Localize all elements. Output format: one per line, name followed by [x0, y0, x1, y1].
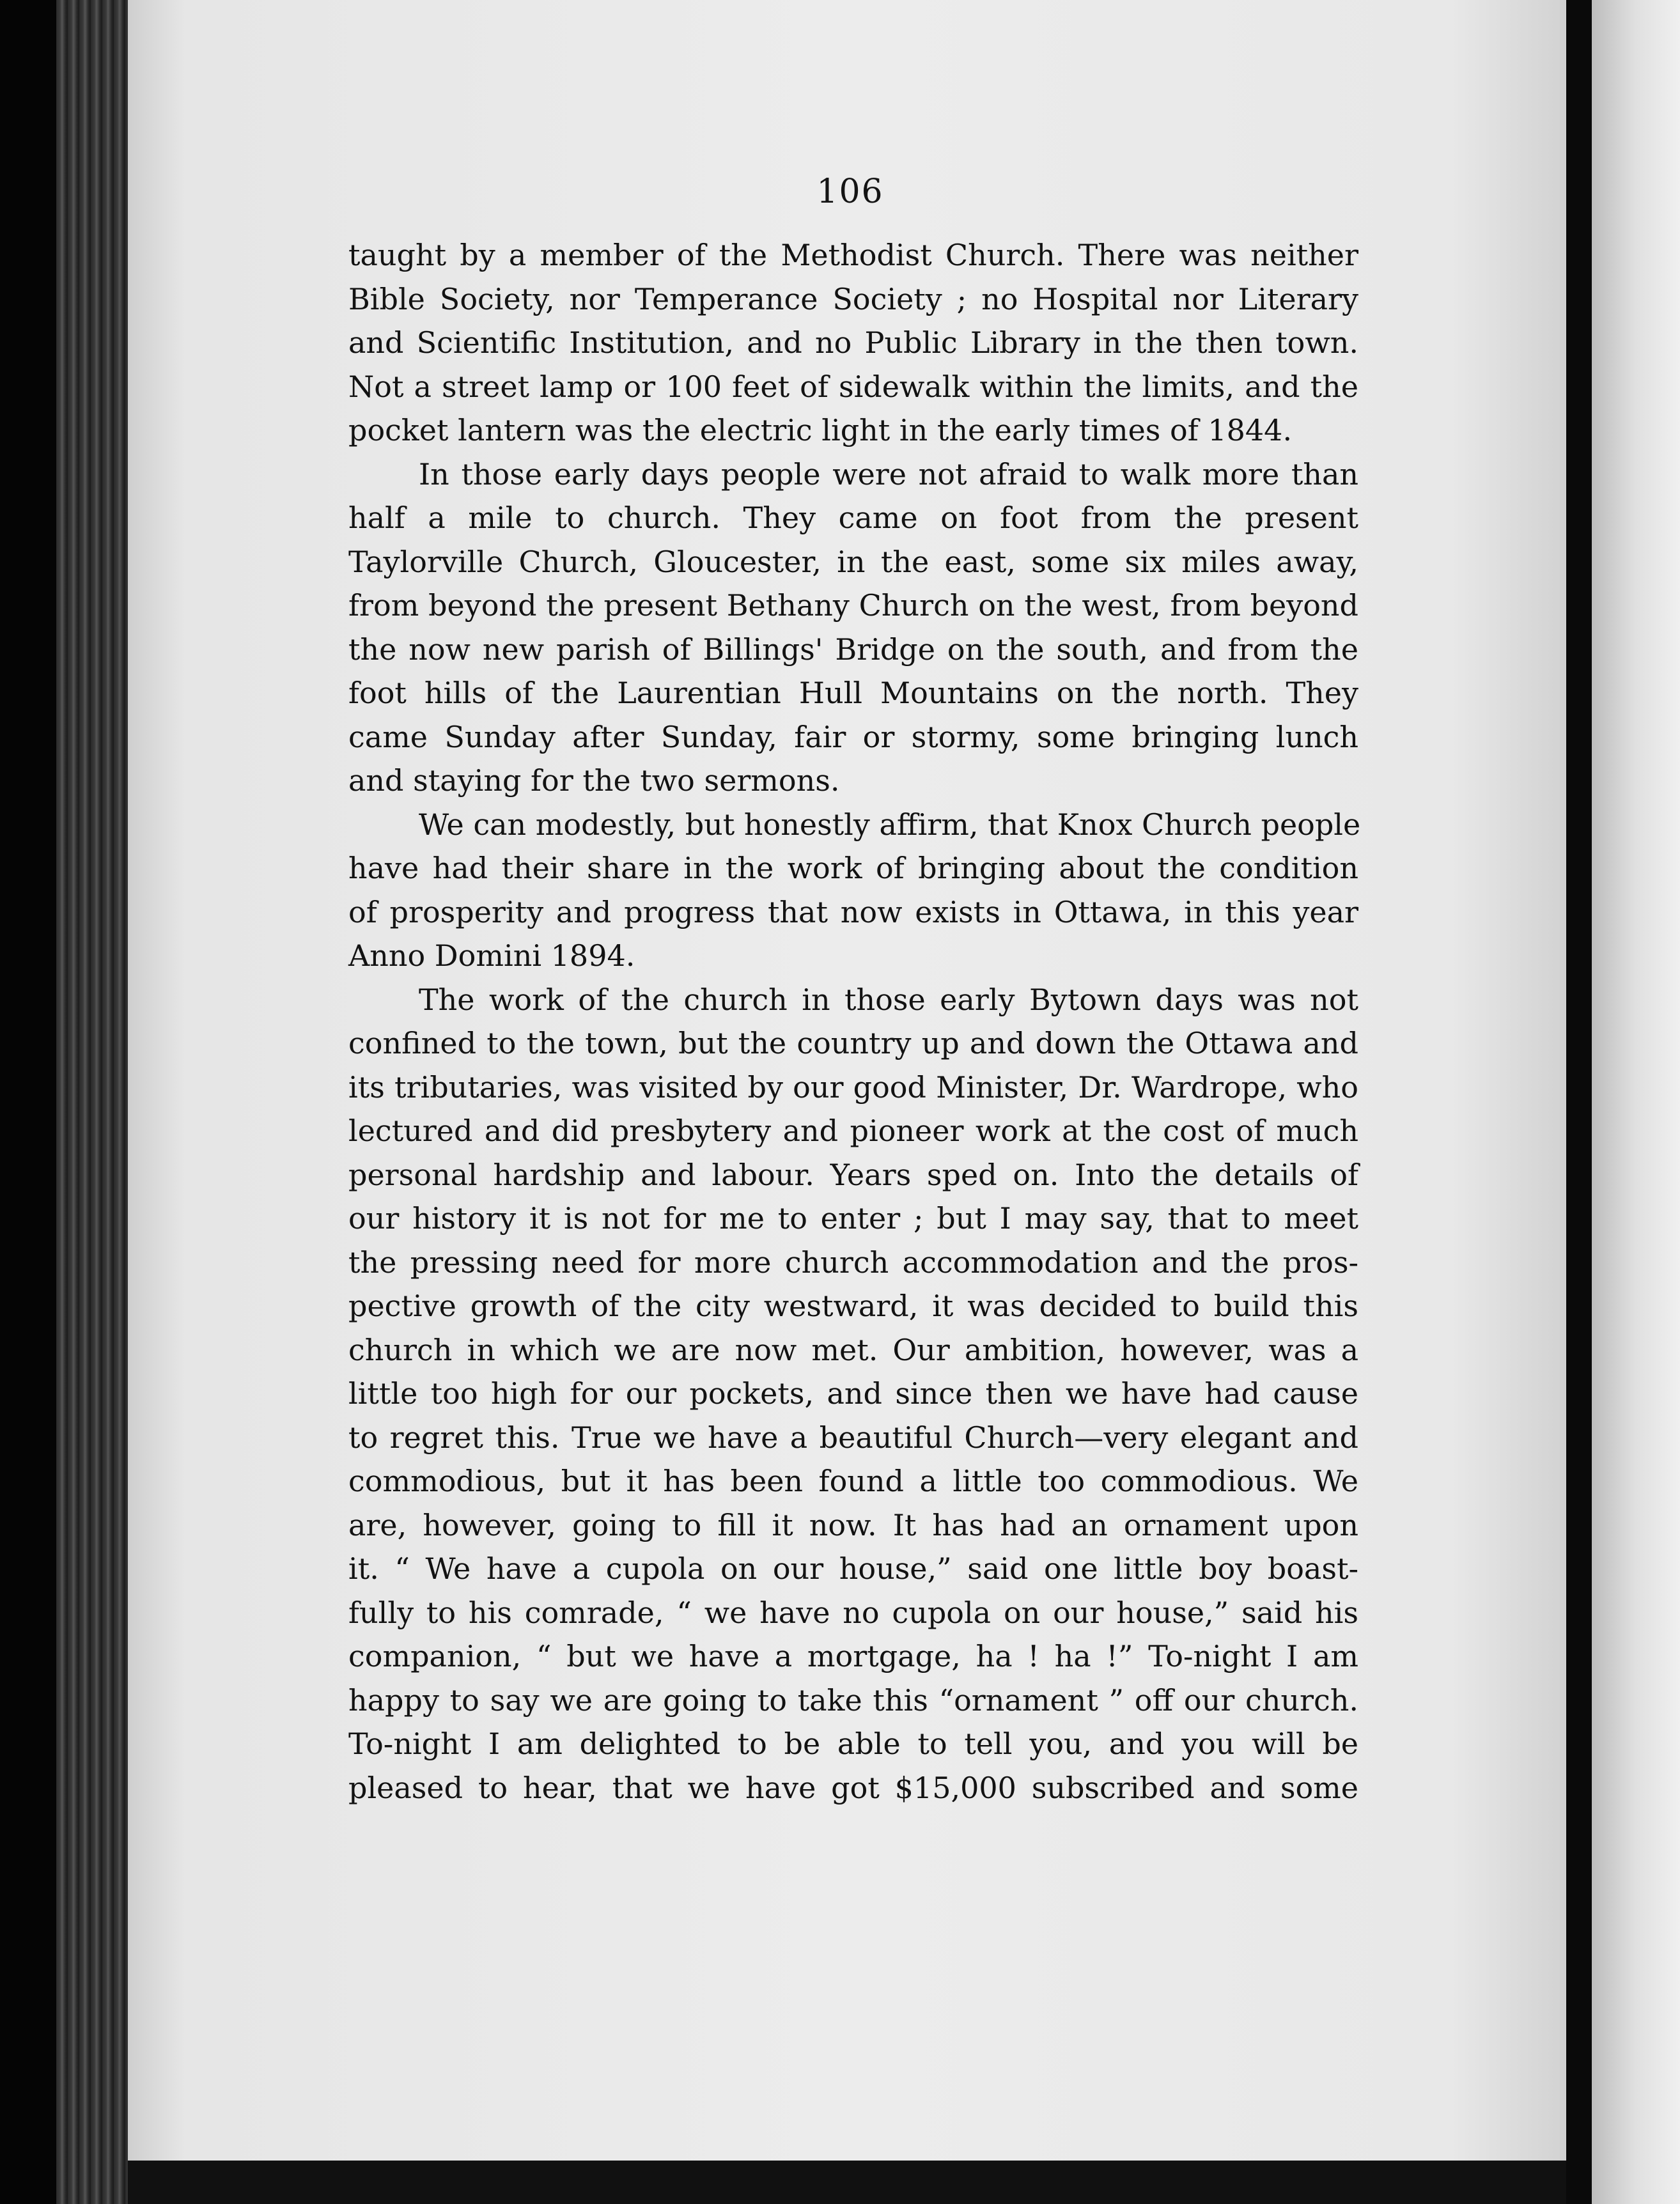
text-line: our history it is not for me to enter ; but I may say, that to meet [348, 1201, 1358, 1236]
paragraph [348, 233, 1358, 453]
page-number: 106 [816, 173, 884, 211]
text-line: personal hardship and labour. Years sped on. Into the details of [348, 1157, 1358, 1192]
text-line: foot hills of the Laurentian Hull Mountains on the north. They [348, 676, 1358, 710]
text-line: of prosperity and progress that now exists in Ottawa, in this year [348, 894, 1358, 929]
page-text [348, 233, 1361, 1810]
text-line: pective growth of the city westward, it was decided to build this [348, 1289, 1358, 1323]
paragraph [348, 803, 1361, 978]
text-line: to regret this. True we have a beautiful Church—very elegant and [348, 1420, 1358, 1455]
text-line: confined to the town, but the country up and down the Ottawa and [348, 1026, 1358, 1060]
text-line: To-night I am delighted to be able to tell you, and you will be [348, 1727, 1358, 1761]
text-line: commodious, but it has been found a little too commodious. We [348, 1464, 1358, 1498]
text-line: lectured and did presbytery and pioneer work at the cost of much [348, 1114, 1358, 1148]
text-line: happy to say we are going to take this “ornament ” off our church. [348, 1682, 1358, 1718]
text-line: the now new parish of Billings' Bridge on the south, and from the [348, 632, 1358, 667]
text-line: the pressing need for more church accommodation and the pros- [348, 1245, 1358, 1280]
text-line: are, however, going to fill it now. It has had an ornament upon [348, 1507, 1358, 1542]
text-line: have had their share in the work of bringing about the condition [348, 851, 1358, 885]
scan-bottom-shadow [128, 2161, 1566, 2204]
text-line: it. “ We have a cupola on our house,” said one little boy boast- [348, 1551, 1358, 1586]
text-line: and Scientific Institution, and no Public Library in the then town. [348, 325, 1358, 360]
text-line: fully to his comrade, “ we have no cupola on our house,” said his [348, 1595, 1358, 1630]
facing-page-edge [1592, 0, 1680, 2204]
text-line: In those early days people were not afraid to walk more than [419, 456, 1358, 492]
text-line: half a mile to church. They came on foot from the present [348, 501, 1358, 535]
text-line: came Sunday after Sunday, fair or stormy, some bringing lunch [348, 719, 1358, 754]
text-line: church in which we are now met. Our ambition, however, was a [348, 1332, 1358, 1367]
book-gutter [1566, 0, 1592, 2204]
text-line: little too high for our pockets, and since then we have had cause [348, 1376, 1358, 1411]
text-line: The work of the church in those early Bytown days was not [419, 982, 1358, 1017]
text-line: Not a street lamp or 100 feet of sidewalk within the limits, and the [348, 369, 1358, 404]
text-line: Bible Society, nor Temperance Society ; no Hospital nor Literary [348, 281, 1358, 316]
text-line: taught by a member of the Methodist Church. There was neither [348, 238, 1358, 272]
paragraph [348, 453, 1358, 803]
text-line: from beyond the present Bethany Church on the west, from beyond [348, 588, 1358, 623]
text-line: Taylorville Church, Gloucester, in the east, some six miles away, [348, 544, 1358, 579]
text-line: its tributaries, was visited by our good Minister, Dr. Wardrope, who [348, 1069, 1358, 1105]
text-line: and staying for the two sermons. [348, 763, 840, 798]
text-line: We can modestly, but honestly affirm, that Knox Church people [419, 807, 1361, 842]
text-line: pleased to hear, that we have got $15,000 subscribed and some [348, 1770, 1358, 1805]
text-line: Anno Domini 1894. [348, 938, 635, 973]
text-line: companion, “ but we have a mortgage, ha ! ha !” To-night I am [348, 1639, 1358, 1673]
paragraph [348, 978, 1358, 1810]
text-line: pocket lantern was the electric light in the early times of 1844. [348, 413, 1293, 447]
